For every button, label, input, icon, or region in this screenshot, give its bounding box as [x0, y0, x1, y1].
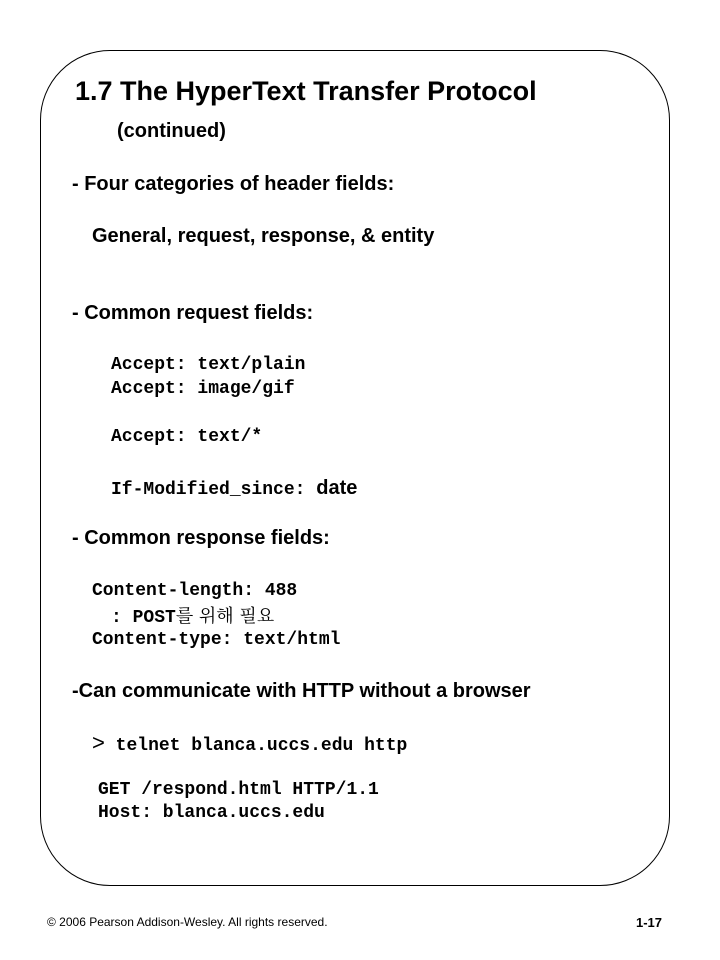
response-field-line — [111, 602, 274, 628]
http-host-line: Host: blanca.uccs.edu — [98, 803, 325, 823]
copyright-footer: © 2006 Pearson Addison-Wesley. All rights reserved. — [47, 915, 328, 929]
categories-list: General, request, response, & entity — [92, 225, 435, 247]
bullet-header-categories: - Four categories of header fields: — [72, 173, 395, 195]
request-field-line: Accept: text/plain — [111, 355, 306, 375]
korean-note: 를 위해 필요 — [175, 606, 275, 627]
telnet-command: telnet blanca.uccs.edu http — [115, 736, 408, 756]
response-field-line: Content-type: text/html — [92, 630, 341, 650]
slide-title: 1.7 The HyperText Transfer Protocol — [75, 76, 537, 106]
bullet-without-browser: -Can communicate with HTTP without a browser — [72, 680, 531, 702]
page-number: 1-17 — [636, 915, 663, 930]
request-field-line — [111, 477, 357, 500]
bullet-common-response: - Common response fields: — [72, 527, 330, 549]
post-code: : POST — [111, 608, 176, 628]
http-get-line: GET /respond.html HTTP/1.1 — [98, 780, 379, 800]
response-field-line: Content-length: 488 — [92, 581, 298, 601]
prompt-symbol: > — [92, 730, 105, 755]
if-modified-since-code: If-Modified_since: — [111, 480, 306, 500]
date-word: date — [316, 477, 358, 499]
slide-subtitle: (continued) — [117, 120, 226, 142]
bullet-common-request: - Common request fields: — [72, 302, 314, 324]
request-field-line: Accept: text/* — [111, 427, 263, 447]
request-field-line: Accept: image/gif — [111, 379, 295, 399]
telnet-command-line — [92, 730, 407, 756]
